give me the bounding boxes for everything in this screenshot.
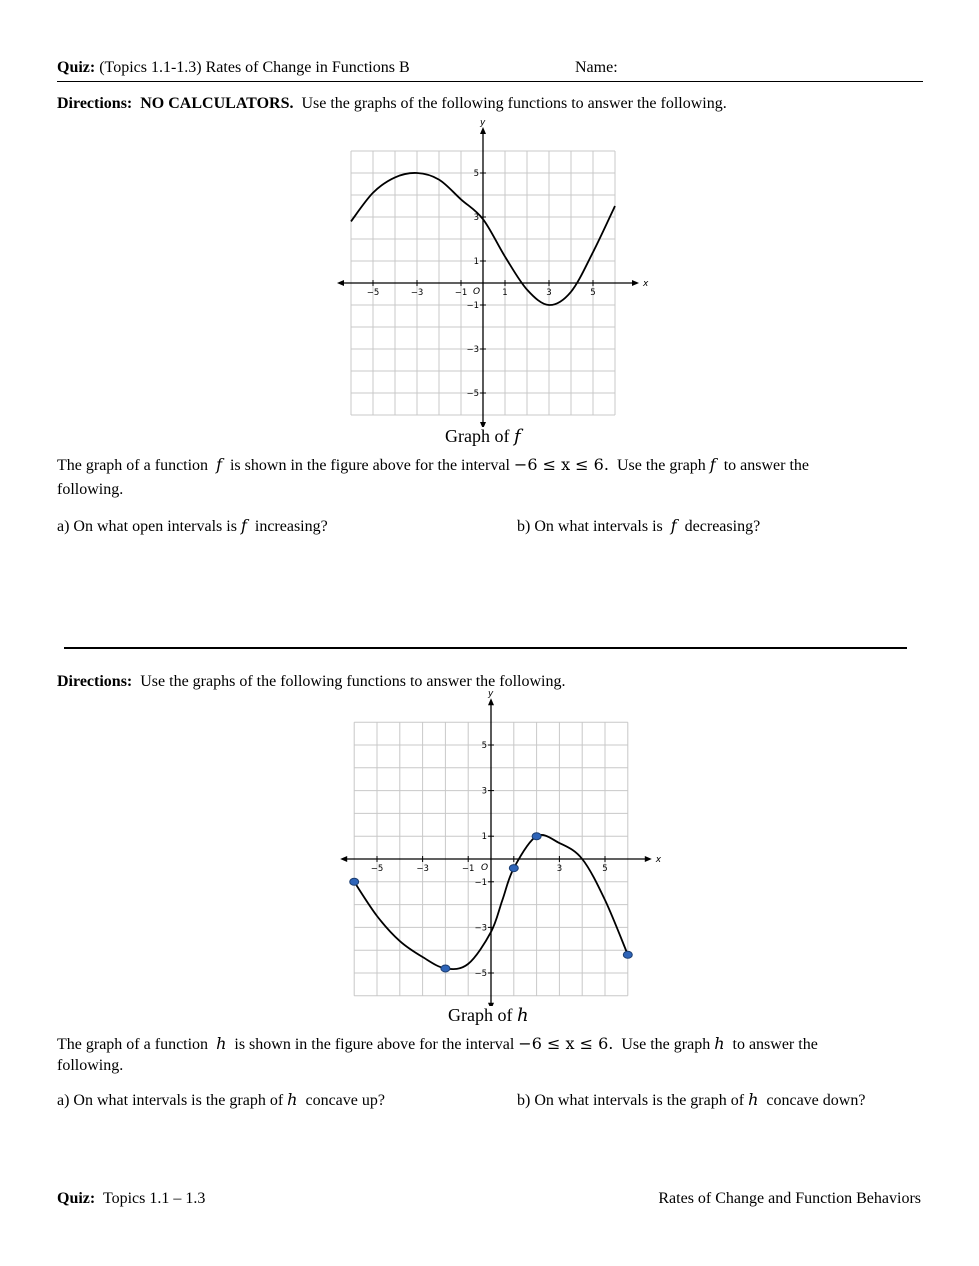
- y-axis-label: y: [480, 118, 486, 128]
- question-1b: [517, 516, 760, 536]
- description-1-line2: following.: [57, 481, 124, 498]
- q1b-prefix: b) On what intervals is: [517, 518, 663, 535]
- directions-1: [57, 95, 727, 113]
- q1a-var: f: [240, 516, 247, 535]
- header-divider: [57, 81, 923, 82]
- graph-h-caption: [448, 1005, 529, 1026]
- directions-bold: NO CALCULATORS.: [140, 95, 294, 112]
- name-label: Name:: [575, 59, 618, 76]
- q2a-suffix: concave up?: [305, 1092, 385, 1109]
- y-tick-label: 3: [473, 213, 479, 223]
- y-tick-label: −3: [474, 923, 487, 934]
- x-axis-arrow: [632, 280, 639, 286]
- y-tick-label: 1: [473, 257, 479, 267]
- graph-f-caption: [445, 426, 521, 447]
- caption-prefix-2: Graph of: [448, 1005, 513, 1025]
- description-1: [57, 455, 809, 475]
- y-tick-label: 5: [473, 169, 479, 179]
- x-axis-label: x: [643, 279, 649, 289]
- curve-point-marker: [532, 833, 541, 840]
- origin-label: O: [481, 863, 489, 873]
- graph-f: [335, 112, 655, 427]
- description-2-line2: following.: [57, 1057, 124, 1074]
- y-axis-arrow: [480, 127, 486, 134]
- y-tick-label: 1: [481, 832, 487, 843]
- curve-point-marker: [441, 965, 450, 972]
- desc-part2: is shown in the figure above for the interval: [229, 457, 510, 474]
- origin-label: O: [473, 287, 481, 297]
- y-tick-label: −1: [466, 301, 479, 311]
- x-axis-arrow: [645, 856, 652, 862]
- x-axis-arrow-left: [337, 280, 344, 286]
- x-tick-label: 5: [602, 864, 608, 874]
- y-axis-label: y: [488, 689, 494, 700]
- y-tick-label: −5: [466, 389, 479, 399]
- q1b-var: f: [670, 516, 677, 535]
- q2a-prefix: a) On what intervals is the graph of: [57, 1092, 284, 1109]
- question-1a: [57, 516, 328, 536]
- x-tick-label: −3: [416, 864, 429, 874]
- x-tick-label: −1: [461, 864, 475, 874]
- footer-right: Rates of Change and Function Behaviors: [658, 1190, 921, 1207]
- desc-var-2: f: [709, 455, 716, 474]
- desc2-interval: −6 ≤ x ≤ 6.: [518, 1034, 614, 1053]
- q1b-suffix: decreasing?: [684, 518, 761, 535]
- x-tick-label: −5: [366, 288, 380, 298]
- y-tick-label: 3: [481, 786, 487, 797]
- curve-point-marker: [623, 951, 632, 958]
- directions-label: Directions:: [57, 95, 133, 112]
- description-2: [57, 1034, 818, 1054]
- quiz-label: Quiz:: [57, 59, 96, 76]
- footer-quiz-label: Quiz:: [57, 1190, 96, 1207]
- x-tick-label: −5: [370, 864, 384, 874]
- desc-part4: to answer the: [723, 457, 810, 474]
- x-tick-label: −1: [454, 288, 468, 298]
- desc2-part2: is shown in the figure above for the interval: [234, 1036, 515, 1053]
- desc2-part3: Use the graph: [621, 1036, 711, 1053]
- desc-interval: −6 ≤ x ≤ 6.: [513, 455, 609, 474]
- desc2-var-2: h: [714, 1034, 725, 1053]
- caption-prefix: Graph of: [445, 426, 510, 446]
- q2b-suffix: concave down?: [766, 1092, 866, 1109]
- question-2b: [517, 1090, 865, 1110]
- desc2-part4: to answer the: [732, 1036, 818, 1053]
- quiz-title: (Topics 1.1-1.3) Rates of Change in Functions B: [99, 59, 410, 76]
- desc2-part1: The graph of a function: [57, 1036, 209, 1053]
- section-divider: [64, 647, 907, 649]
- q1a-suffix: increasing?: [254, 518, 328, 535]
- y-tick-label: −5: [474, 969, 487, 979]
- directions-label-2: Directions:: [57, 673, 133, 690]
- y-tick-label: −3: [466, 345, 479, 355]
- desc-part3: Use the graph: [616, 457, 706, 474]
- q2b-var: h: [748, 1090, 759, 1109]
- y-axis-arrow: [488, 698, 494, 705]
- x-tick-label: 5: [590, 288, 596, 298]
- q2a-var: h: [287, 1090, 298, 1109]
- desc-part1: The graph of a function: [57, 457, 209, 474]
- x-tick-label: 1: [502, 288, 508, 298]
- x-axis-label: x: [655, 855, 662, 865]
- curve-point-marker: [509, 865, 518, 872]
- caption-var-2: h: [516, 1005, 529, 1026]
- directions-text: Use the graphs of the following functions to answer the following.: [301, 95, 727, 112]
- footer-topics: Topics 1.1 – 1.3: [102, 1190, 206, 1207]
- q2b-prefix: b) On what intervals is the graph of: [517, 1092, 745, 1109]
- quiz-header: [57, 59, 410, 77]
- desc-var: f: [216, 455, 222, 474]
- footer-left: [57, 1190, 205, 1208]
- y-tick-label: 5: [481, 741, 487, 751]
- q1a-prefix: a) On what open intervals is: [57, 518, 237, 535]
- desc2-var: h: [216, 1034, 227, 1053]
- x-axis-arrow-left: [340, 856, 347, 862]
- y-tick-label: −1: [474, 877, 487, 888]
- x-tick-label: −3: [410, 288, 424, 298]
- caption-var: f: [513, 426, 521, 447]
- question-2a: [57, 1090, 385, 1110]
- directions-text-2: Use the graphs of the following functions to answer the following.: [140, 673, 566, 690]
- curve-point-marker: [350, 878, 359, 885]
- x-tick-label: 3: [556, 864, 563, 874]
- x-tick-label: 3: [546, 288, 552, 298]
- graph-h: [340, 686, 670, 1006]
